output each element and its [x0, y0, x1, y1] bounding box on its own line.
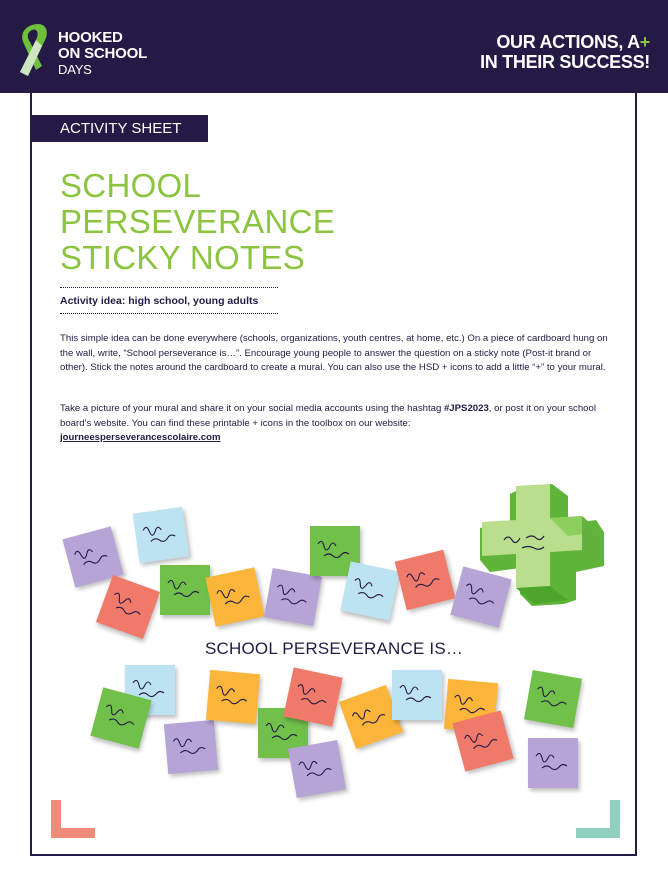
- sticky-note: [133, 507, 189, 563]
- header-banner: [0, 0, 668, 93]
- website-link[interactable]: journeesperseverancescolaire.com: [60, 432, 221, 443]
- activity-idea: Activity idea: high school, young adults: [60, 295, 259, 307]
- sticky-note: [528, 738, 578, 788]
- logo-wordmark: HOOKED ON SCHOOL DAYS: [58, 29, 148, 77]
- sticky-note: [264, 568, 322, 626]
- sticky-note: [206, 670, 260, 724]
- sticky-note: [205, 567, 264, 626]
- sticky-note: [160, 565, 210, 615]
- sticky-note: [164, 720, 218, 774]
- divider-top: [60, 287, 278, 288]
- sticky-note: [283, 667, 342, 726]
- intro-paragraph: This simple idea can be done everywhere (schools, organizations, youth centres, at home, etc.) On a piece of cardboard hung on the wall, write, “School perseverance is…”. Encourage young people to answer the question on a sticky note (Post-it brand or other). Stick the notes around the cardboard to create a mural. You can also use the HSD + icons to add a little “+” to your mural.: [60, 333, 608, 373]
- mural-label: SCHOOL PERSEVERANCE IS…: [205, 639, 464, 658]
- hashtag: #JPS2023: [443, 403, 489, 414]
- tagline: OUR ACTIONS, A+ IN THEIR SUCCESS!: [480, 32, 650, 72]
- sticky-note: [288, 740, 346, 798]
- activity-sheet-badge: ACTIVITY SHEET: [30, 115, 208, 142]
- sticky-note: [392, 670, 442, 720]
- sticky-note: [340, 561, 399, 620]
- ribbon-logo-icon: [14, 22, 54, 78]
- corner-bracket-icon: [576, 800, 620, 838]
- page-title: SCHOOL PERSEVERANCE STICKY NOTES: [60, 167, 336, 276]
- corner-bracket-icon: [51, 800, 95, 838]
- share-paragraph: Take a picture of your mural and share it on your social media accounts using the hashtag #JPS2023, or post it on your school board’s website. You can find these printable + icons in the toolbox on our website: journeesperseverancescolaire.com: [60, 403, 596, 443]
- sticky-note: [524, 670, 582, 728]
- divider-bottom: [60, 313, 278, 314]
